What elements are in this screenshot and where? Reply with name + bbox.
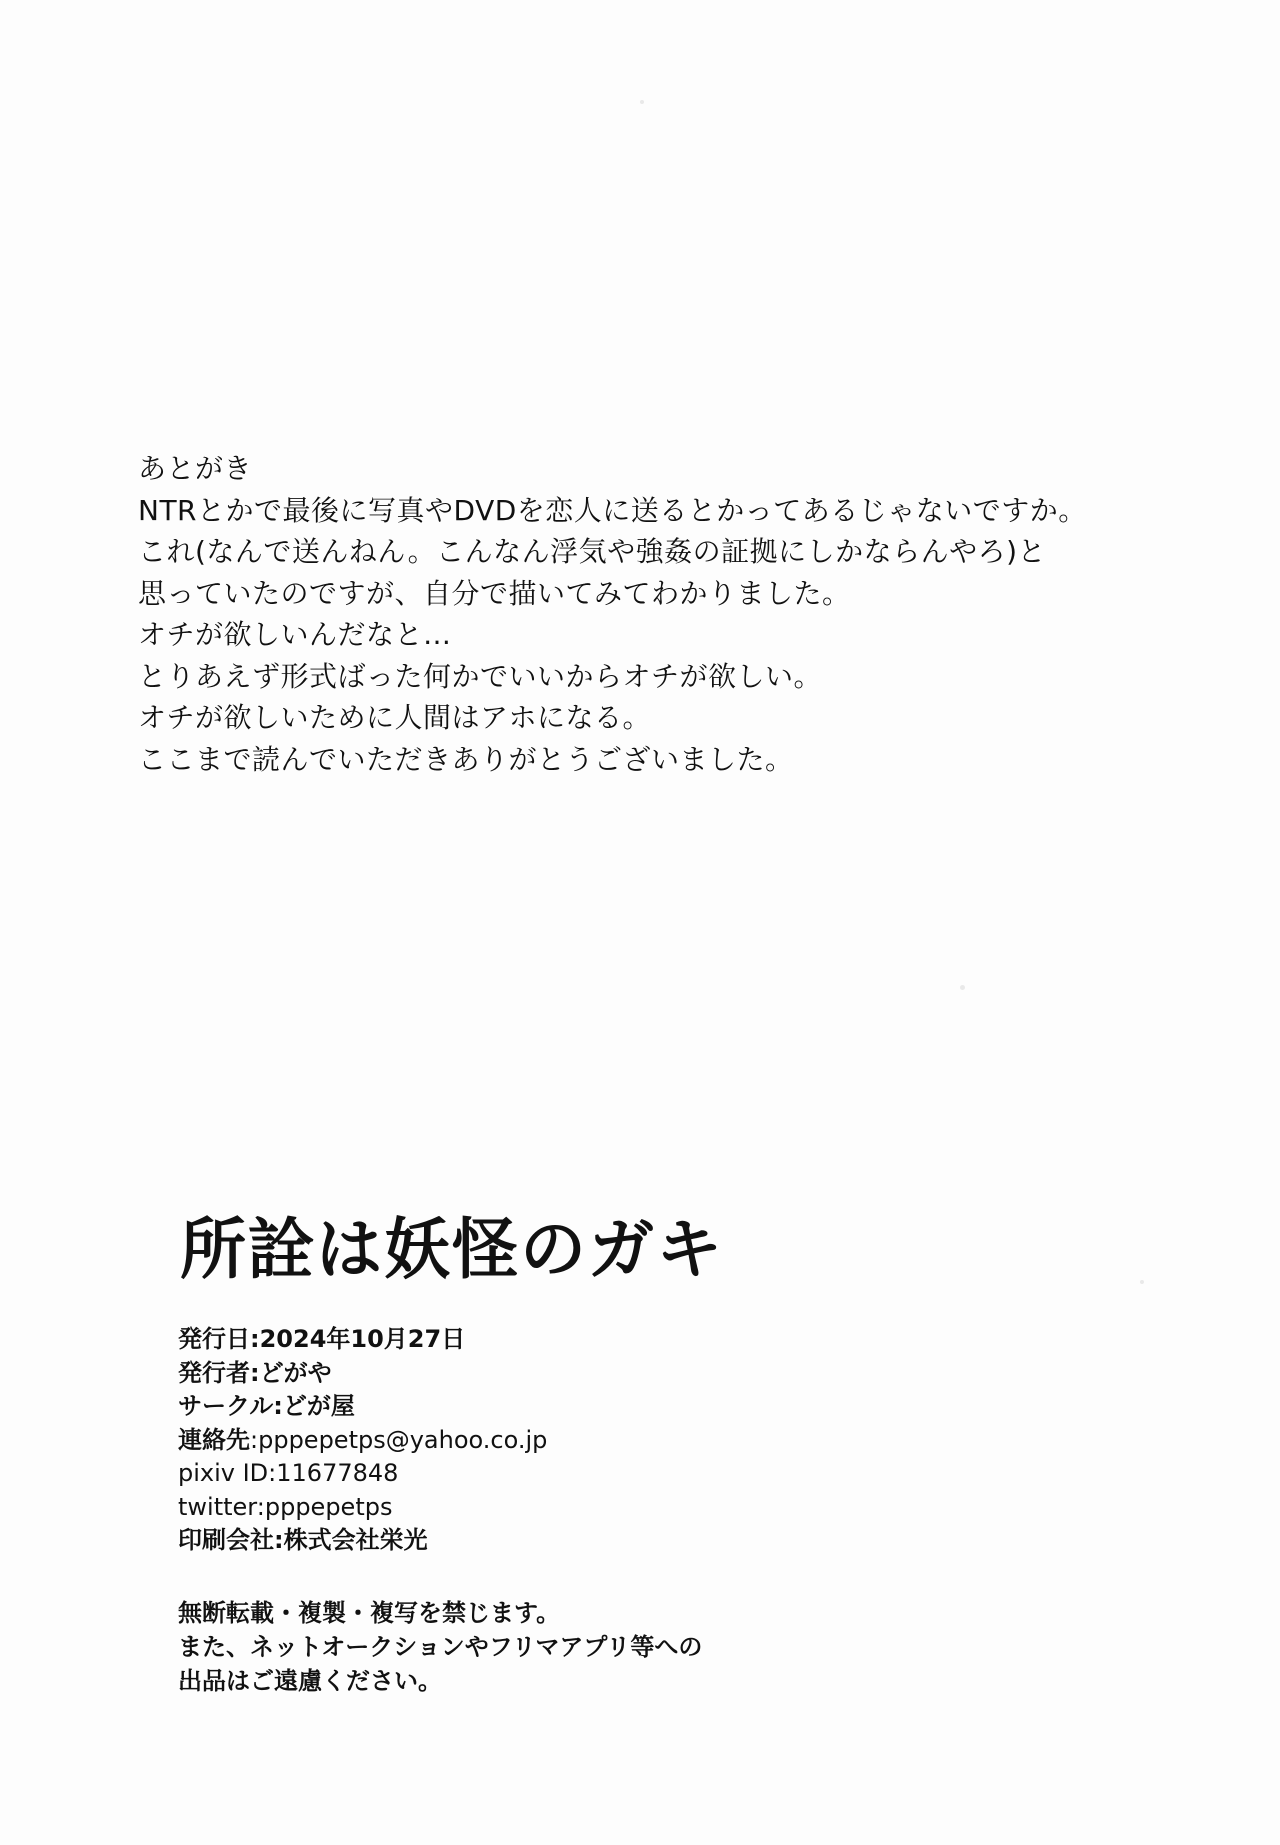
info-label: サークル xyxy=(178,1392,274,1420)
afterword-line: これ(なんで送んねん。こんなん浮気や強姦の証拠にしかならんやろ)と xyxy=(138,535,1047,568)
info-separator: : xyxy=(256,1492,265,1521)
afterword xyxy=(138,448,1258,780)
info-row-issue-date xyxy=(178,1323,1078,1357)
info-row-twitter xyxy=(178,1491,1078,1525)
info-label: 発行者 xyxy=(178,1358,250,1387)
info-separator: : xyxy=(250,1325,260,1353)
info-separator: : xyxy=(250,1425,259,1454)
notice-line: 無断転載・複製・複写を禁じます。 xyxy=(178,1598,561,1627)
info-label: twitter xyxy=(178,1492,257,1521)
info-label: pixiv ID xyxy=(178,1459,269,1487)
notice-line: また、ネットオークションやフリマアプリ等への xyxy=(178,1632,703,1661)
info-separator: : xyxy=(273,1392,283,1420)
info-separator: : xyxy=(274,1526,284,1554)
info-label: 連絡先 xyxy=(178,1425,250,1454)
info-row-pixiv xyxy=(178,1457,1078,1491)
publication-info xyxy=(178,1323,1078,1558)
afterword-line: とりあえず形式ばった何かでいいからオチが欲しい。 xyxy=(138,659,823,693)
info-row-circle xyxy=(178,1390,1078,1424)
copyright-notice xyxy=(178,1596,1078,1698)
info-value: 2024年10月27日 xyxy=(259,1325,466,1353)
scan-speck xyxy=(1140,1280,1144,1284)
info-separator: : xyxy=(250,1358,260,1387)
colophon xyxy=(178,1210,1078,1698)
scan-speck xyxy=(960,985,965,990)
afterword-heading: あとがき xyxy=(138,452,253,485)
twitter-handle: pppepetps xyxy=(264,1492,393,1521)
afterword-line: オチが欲しいんだなと… xyxy=(138,618,452,651)
afterword-line: 思っていたのですが、自分で描いてみてわかりました。 xyxy=(138,576,851,610)
info-label: 発行日 xyxy=(178,1325,250,1353)
contact-email: pppepetps@yahoo.co.jp xyxy=(258,1425,548,1454)
info-value: 株式会社栄光 xyxy=(283,1526,428,1554)
info-row-printer xyxy=(178,1524,1078,1558)
info-value: どが屋 xyxy=(282,1392,355,1420)
afterword-line: オチが欲しいために人間はアホになる。 xyxy=(138,701,652,734)
info-separator: : xyxy=(268,1459,277,1487)
book-title: 所詮は妖怪のガキ xyxy=(180,1211,724,1288)
info-row-contact xyxy=(178,1424,1078,1458)
info-row-publisher xyxy=(178,1357,1078,1391)
afterword-line: NTRとかで最後に写真やDVDを恋人に送るとかってあるじゃないですか。 xyxy=(138,493,1087,527)
scan-speck xyxy=(640,100,644,104)
afterword-line: ここまで読んでいただきありがとうございました。 xyxy=(138,742,794,776)
info-label: 印刷会社 xyxy=(178,1526,274,1554)
info-value: どがや xyxy=(259,1358,332,1387)
pixiv-id: 11677848 xyxy=(276,1459,399,1487)
notice-line: 出品はご遠慮ください。 xyxy=(178,1666,442,1695)
